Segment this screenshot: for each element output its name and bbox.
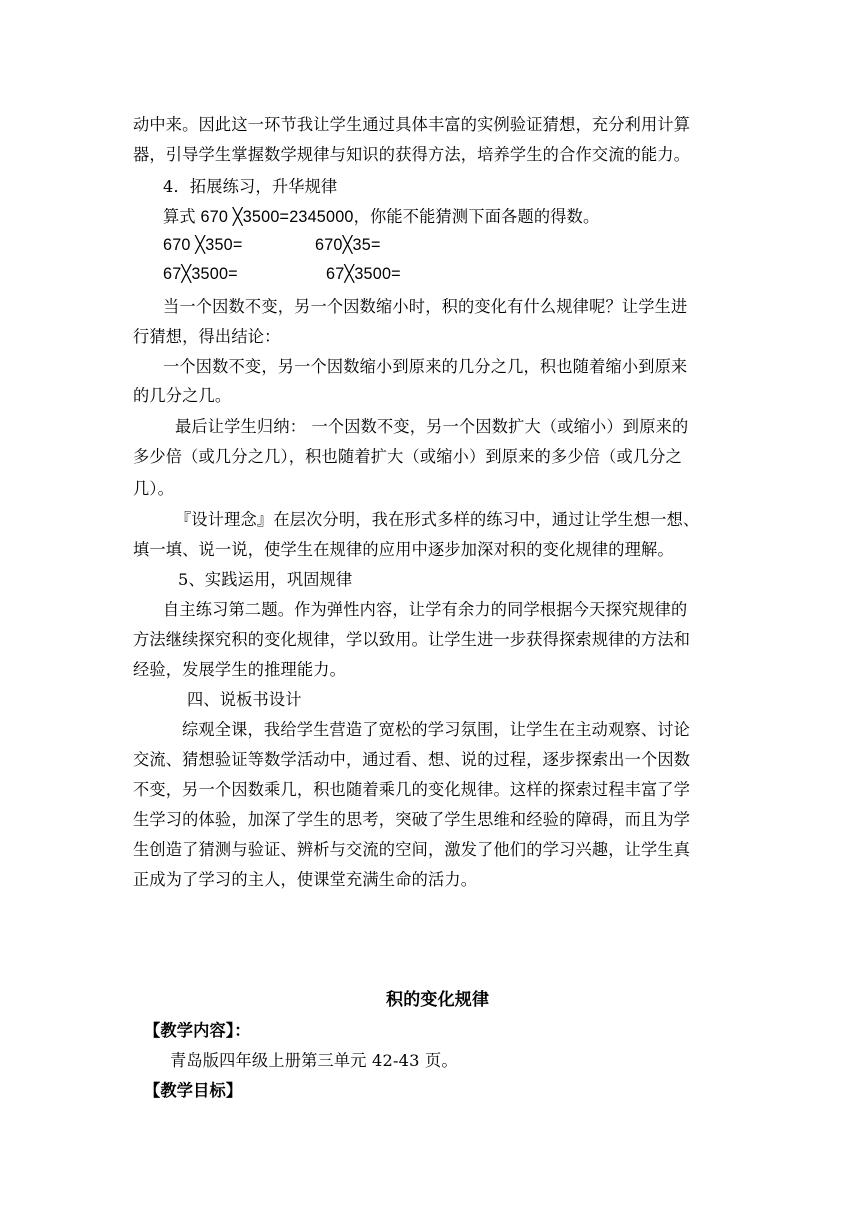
section-heading: 5、实践运用，巩固规律 xyxy=(178,570,353,589)
section-label-content: 【教学内容】： xyxy=(144,1021,251,1040)
paragraph-line: 正成为了学习的主人，使课堂充满生命的活力。 xyxy=(133,870,478,889)
exercise-item: 67╳3500= xyxy=(163,265,238,283)
paragraph-line: 最后让学生归纳： 一个因数不变，另一个因数扩大（或缩小）到原来的 xyxy=(175,417,689,436)
paragraph-line: 不变，另一个因数乘几，积也随着乘几的变化规律。这样的探索过程丰富了学 xyxy=(133,780,691,799)
paragraph-line: 动中来。因此这一环节我让学生通过具体丰富的实例验证猜想，充分利用计算 xyxy=(133,115,691,134)
paragraph-line: 填一填、说一说，使学生在规律的应用中逐步加深对积的变化规律的理解。 xyxy=(133,540,674,559)
paragraph-line: 一个因数不变，另一个因数缩小到原来的几分之几，积也随着缩小到原来 xyxy=(163,357,688,376)
equation-line: 算式 670 ╳3500=2345000，你能不能猜测下面各题的得数。 xyxy=(163,208,600,226)
paragraph-line: 生创造了猜测与验证、辨析与交流的空间，激发了他们的学习兴趣，让学生真 xyxy=(133,840,691,859)
section-heading: 四、说板书设计 xyxy=(187,690,302,709)
exercise-item: 670 ╳350= xyxy=(163,236,243,254)
paragraph-line: 经验，发展学生的推理能力。 xyxy=(133,660,347,679)
paragraph-line: 器，引导学生掌握数学规律与知识的获得方法，培养学生的合作交流的能力。 xyxy=(133,145,691,164)
paragraph-line: 『设计理念』在层次分明，我在形式多样的练习中，通过让学生想一想、 xyxy=(175,510,700,529)
paragraph-line: 方法继续探究积的变化规律，学以致用。让学生进一步获得探索规律的方法和 xyxy=(133,630,691,649)
paragraph-line: 生学习的体验，加深了学生的思考，突破了学生思维和经验的障碍，而且为学 xyxy=(133,810,691,829)
paragraph-line: 行猜想，得出结论： xyxy=(133,327,281,346)
paragraph-line: 综观全课，我给学生营造了宽松的学习氛围，让学生在主动观察、讨论 xyxy=(182,720,691,739)
page-title: 积的变化规律 xyxy=(386,990,490,1010)
paragraph-line: 交流、猜想验证等数学活动中，通过看、想、说的过程，逐步探索出一个因数 xyxy=(133,750,691,769)
paragraph-line: 自主练习第二题。作为弹性内容，让学有余力的同学根据今天探究规律的 xyxy=(163,600,688,619)
exercise-item: 670╳35= xyxy=(315,236,381,254)
paragraph-line: 几）。 xyxy=(133,479,175,498)
section-heading: 4．拓展练习，升华规律 xyxy=(163,177,338,196)
exercise-item: 67╳3500= xyxy=(326,265,401,283)
paragraph-line: 多少倍（或几分之几），积也随着扩大（或缩小）到原来的多少倍（或几分之 xyxy=(133,447,683,466)
paragraph-line: 当一个因数不变，另一个因数缩小时，积的变化有什么规律呢？让学生进 xyxy=(163,297,688,316)
paragraph-line: 青岛版四年级上册第三单元 42-43 页。 xyxy=(170,1051,458,1070)
paragraph-line: 的几分之几。 xyxy=(133,386,232,405)
section-label-goals: 【教学目标】 xyxy=(144,1081,243,1100)
